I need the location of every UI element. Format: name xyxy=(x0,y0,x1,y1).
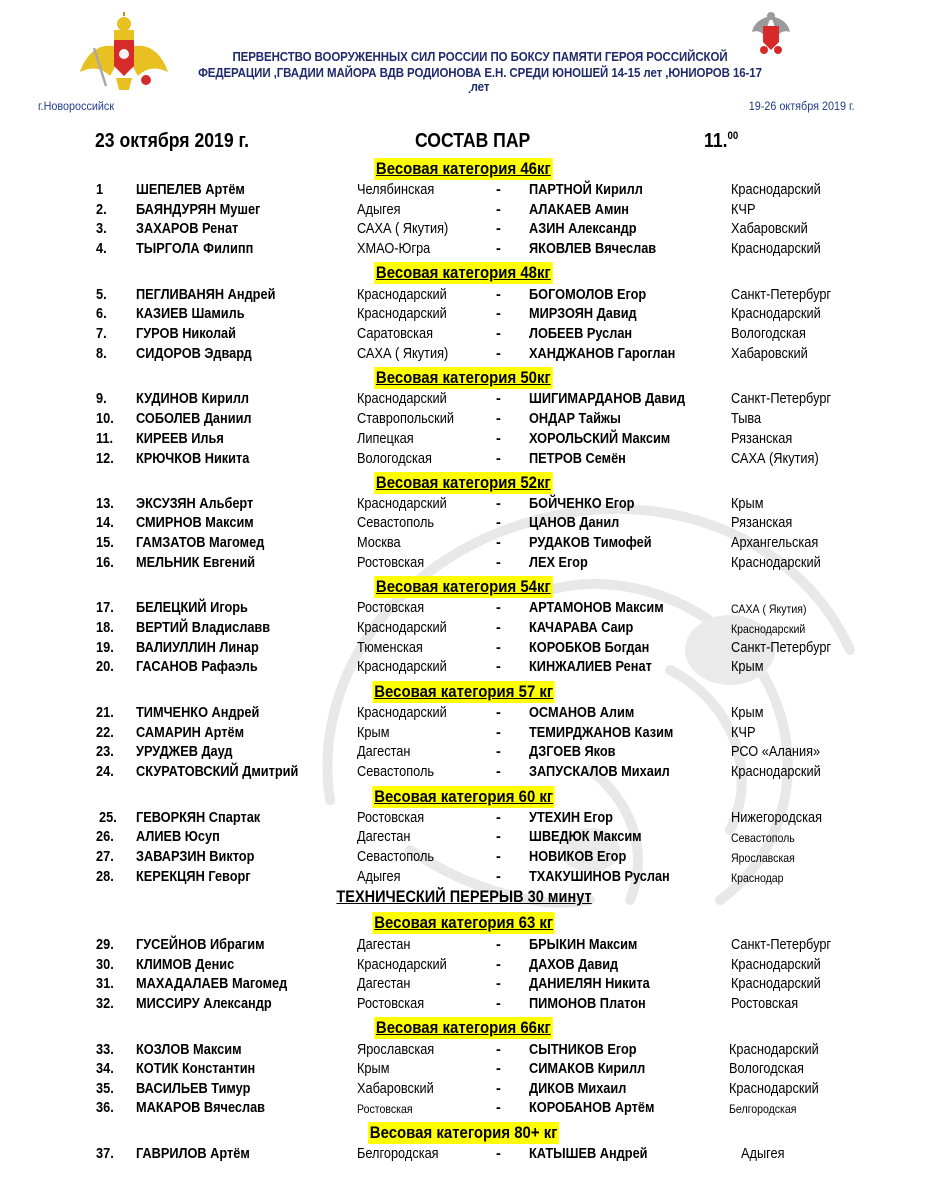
boxer-red: АЛИЕВ Юсуп xyxy=(136,829,220,845)
region-red: САХА ( Якутия) xyxy=(357,346,449,362)
boxer-red: УРУДЖЕВ Дауд xyxy=(136,744,233,760)
pair-row xyxy=(0,705,927,725)
boxer-blue: РУДАКОВ Тимофей xyxy=(529,535,652,551)
pair-row xyxy=(0,1146,927,1166)
pair-row xyxy=(0,869,927,889)
versus-dash: - xyxy=(496,496,501,512)
weight-category-header: Весовая категория 50кг xyxy=(376,368,551,387)
boxer-red: САМАРИН Артём xyxy=(136,725,245,741)
versus-dash: - xyxy=(496,829,501,845)
pair-row xyxy=(0,202,927,222)
boxer-red: КОТИК Константин xyxy=(136,1061,256,1077)
pair-number: 18. xyxy=(96,620,114,636)
boxer-blue: ТХАКУШИНОВ Руслан xyxy=(529,869,670,885)
boxer-red: МАХАДАЛАЕВ Магомед xyxy=(136,976,288,992)
boxer-blue: ТЕМИРДЖАНОВ Казим xyxy=(529,725,674,741)
pair-row xyxy=(0,346,927,366)
region-red: Ростовская xyxy=(357,600,425,616)
versus-dash: - xyxy=(496,346,501,362)
versus-dash: - xyxy=(496,640,501,656)
versus-dash: - xyxy=(496,1146,501,1162)
region-red: Москва xyxy=(357,535,401,551)
pair-row xyxy=(0,391,927,411)
boxer-red: СКУРАТОВСКИЙ Дмитрий xyxy=(136,764,299,780)
pair-number: 27. xyxy=(96,849,114,865)
boxer-red: СИДОРОВ Эдвард xyxy=(136,346,252,362)
pair-number: 19. xyxy=(96,640,114,656)
pair-row xyxy=(0,976,927,996)
pair-number: 34. xyxy=(96,1061,114,1077)
pair-number: 8. xyxy=(96,346,107,362)
region-red: Краснодарский xyxy=(357,705,447,721)
boxer-blue: КАЧАРАВА Саир xyxy=(529,620,634,636)
versus-dash: - xyxy=(496,849,501,865)
pair-row xyxy=(0,1061,927,1081)
pair-row xyxy=(0,555,927,575)
region-red: Дагестан xyxy=(357,829,411,845)
versus-dash: - xyxy=(496,996,501,1012)
region-blue: Хабаровский xyxy=(731,346,808,362)
page-heading: СОСТАВ ПАР xyxy=(415,130,531,152)
region-blue: Краснодарский xyxy=(731,622,806,636)
boxer-blue: ЛОБЕЕВ Руслан xyxy=(529,326,633,342)
boxer-red: БАЯНДУРЯН Мушег xyxy=(136,202,261,218)
pair-row xyxy=(0,996,927,1016)
region-red: Адыгея xyxy=(357,869,401,885)
region-red: Ростовская xyxy=(357,1102,413,1116)
boxer-blue: МИРЗОЯН Давид xyxy=(529,306,637,322)
boxer-blue: ПЕТРОВ Семён xyxy=(529,451,626,467)
boxer-blue: БОГОМОЛОВ Егор xyxy=(529,287,647,303)
start-time xyxy=(704,130,738,153)
region-blue: Крым xyxy=(731,659,764,675)
pair-number: 26. xyxy=(96,829,114,845)
boxer-red: МАКАРОВ Вячеслав xyxy=(136,1100,266,1116)
region-blue: Крым xyxy=(731,496,764,512)
region-red: Краснодарский xyxy=(357,287,447,303)
boxer-blue: ПАРТНОЙ Кирилл xyxy=(529,182,643,198)
boxer-blue: КАТЫШЕВ Андрей xyxy=(529,1146,648,1162)
versus-dash: - xyxy=(496,411,501,427)
boxer-red: КАЗИЕВ Шамиль xyxy=(136,306,245,322)
region-blue: Краснодарский xyxy=(731,182,821,198)
pair-number: 12. xyxy=(96,451,114,467)
region-red: Крым xyxy=(357,1061,390,1077)
event-title-line-2: ФЕДЕРАЦИИ ,ГВАДИИ МАЙОРА ВДВ РОДИОНОВА Е.Н. СРЕДИ ЮНОШЕЙ 14-15 лет ,ЮНИОРОВ 16-17 лет xyxy=(198,66,762,94)
pair-row xyxy=(0,496,927,516)
boxer-red: ГУСЕЙНОВ Ибрагим xyxy=(136,937,265,953)
versus-dash: - xyxy=(496,326,501,342)
event-city: г.Новороссийск xyxy=(38,99,115,113)
boxer-red: ГАСАНОВ Рафаэль xyxy=(136,659,258,675)
boxer-blue: БОЙЧЕНКО Егор xyxy=(529,496,635,512)
boxer-blue: ДАНИЕЛЯН Никита xyxy=(529,976,650,992)
versus-dash: - xyxy=(496,659,501,675)
boxer-red: ВАСИЛЬЕВ Тимур xyxy=(136,1081,251,1097)
pair-number: 20. xyxy=(96,659,114,675)
region-red: Крым xyxy=(357,725,390,741)
pair-number: 10. xyxy=(96,411,114,427)
boxer-blue: ДАХОВ Давид xyxy=(529,957,619,973)
pair-number: 13. xyxy=(96,496,114,512)
boxer-blue: ОСМАНОВ Алим xyxy=(529,705,635,721)
pair-number: 15. xyxy=(96,535,114,551)
versus-dash: - xyxy=(496,744,501,760)
boxer-red: ЭКСУЗЯН Альберт xyxy=(136,496,254,512)
versus-dash: - xyxy=(496,600,501,616)
region-red: Дагестан xyxy=(357,744,411,760)
boxer-red: ПЕГЛИВАНЯН Андрей xyxy=(136,287,276,303)
region-red: Ростовская xyxy=(357,555,425,571)
region-blue: КЧР xyxy=(731,202,756,218)
pair-number: 16. xyxy=(96,555,114,571)
boxer-red: ГАВРИЛОВ Артём xyxy=(136,1146,250,1162)
weight-category-header: Весовая категория 54кг xyxy=(376,577,551,596)
boxer-blue: ШИГИМАРДАНОВ Давид xyxy=(529,391,686,407)
boxer-red: ТИМЧЕНКО Андрей xyxy=(136,705,260,721)
boxer-red: СМИРНОВ Максим xyxy=(136,515,254,531)
boxer-red: МЕЛЬНИК Евгений xyxy=(136,555,256,571)
region-blue: Краснодарский xyxy=(731,764,821,780)
boxer-red: ГАМЗАТОВ Магомед xyxy=(136,535,265,551)
region-blue: Архангельская xyxy=(731,535,819,551)
boxer-blue: НОВИКОВ Егор xyxy=(529,849,627,865)
boxer-blue: ЦАНОВ Данил xyxy=(529,515,620,531)
versus-dash: - xyxy=(496,705,501,721)
region-red: Краснодарский xyxy=(357,659,447,675)
pair-number: 32. xyxy=(96,996,114,1012)
region-red: Челябинская xyxy=(357,182,435,198)
boxer-blue: СЫТНИКОВ Егор xyxy=(529,1042,637,1058)
boxer-blue: ДЗГОЕВ Яков xyxy=(529,744,616,760)
region-red: Краснодарский xyxy=(357,391,447,407)
region-blue: Рязанская xyxy=(731,515,793,531)
region-blue: Нижегородская xyxy=(731,810,823,826)
boxer-red: ГЕВОРКЯН Спартак xyxy=(136,810,261,826)
region-blue: Хабаровский xyxy=(731,221,808,237)
boxer-red: ВЕРТИЙ Владиславв xyxy=(136,620,271,636)
boxer-blue: ПИМОНОВ Платон xyxy=(529,996,646,1012)
versus-dash: - xyxy=(496,555,501,571)
versus-dash: - xyxy=(496,306,501,322)
pair-row xyxy=(0,411,927,431)
region-blue: Адыгея xyxy=(741,1146,785,1162)
versus-dash: - xyxy=(496,287,501,303)
pair-row xyxy=(0,849,927,869)
boxer-blue: ШВЕДЮК Максим xyxy=(529,829,642,845)
weight-category-header: Весовая категория 80+ кг xyxy=(369,1123,558,1142)
pair-number: 28. xyxy=(96,869,114,885)
boxer-blue: ДИКОВ Михаил xyxy=(529,1081,627,1097)
boxer-blue: КИНЖАЛИЕВ Ренат xyxy=(529,659,652,675)
pair-number: 6. xyxy=(96,306,107,322)
pair-row xyxy=(0,1100,927,1120)
region-red: Краснодарский xyxy=(357,306,447,322)
versus-dash: - xyxy=(496,937,501,953)
region-red: Ростовская xyxy=(357,810,425,826)
boxer-blue: КОРОБКОВ Богдан xyxy=(529,640,650,656)
pair-number: 17. xyxy=(96,600,114,616)
region-red: Вологодская xyxy=(357,451,432,467)
region-red: САХА ( Якутия) xyxy=(357,221,449,237)
pair-row xyxy=(0,306,927,326)
pair-number: 31. xyxy=(96,976,114,992)
versus-dash: - xyxy=(496,431,501,447)
pair-number: 24. xyxy=(96,764,114,780)
boxer-blue: АЗИН Александр xyxy=(529,221,637,237)
pair-number: 11. xyxy=(96,431,114,447)
region-blue: Крым xyxy=(731,705,764,721)
boxer-red: КРЮЧКОВ Никита xyxy=(136,451,250,467)
pair-number: 30. xyxy=(96,957,114,973)
pair-row xyxy=(0,515,927,535)
start-time-minutes: 00 xyxy=(727,130,739,142)
pair-row xyxy=(0,1081,927,1101)
pair-number: 1 xyxy=(96,182,104,198)
versus-dash: - xyxy=(496,1081,501,1097)
pair-number: 3. xyxy=(96,221,107,237)
region-red: Севастополь xyxy=(357,849,435,865)
versus-dash: - xyxy=(496,764,501,780)
boxer-red: БЕЛЕЦКИЙ Игорь xyxy=(136,600,248,616)
pair-row xyxy=(0,326,927,346)
pair-number: 29. xyxy=(96,937,114,953)
versus-dash: - xyxy=(496,957,501,973)
region-red: Саратовская xyxy=(357,326,434,342)
armed-forces-emblem-icon xyxy=(76,10,172,94)
boxer-red: ГУРОВ Николай xyxy=(136,326,237,342)
versus-dash: - xyxy=(496,535,501,551)
pair-row xyxy=(0,451,927,471)
region-blue: Севастополь xyxy=(731,831,795,845)
event-dates: 19-26 октября 2019 г. xyxy=(749,99,855,113)
pair-row xyxy=(0,764,927,784)
pair-number: 35. xyxy=(96,1081,114,1097)
region-blue: Краснодарский xyxy=(731,957,821,973)
versus-dash: - xyxy=(496,182,501,198)
region-blue: Санкт-Петербург xyxy=(731,391,832,407)
versus-dash: - xyxy=(496,221,501,237)
pair-row xyxy=(0,221,927,241)
region-red: Севастополь xyxy=(357,764,435,780)
weight-category-header: Весовая категория 48кг xyxy=(376,263,551,282)
versus-dash: - xyxy=(496,725,501,741)
boxer-blue: АРТАМОНОВ Максим xyxy=(529,600,664,616)
region-red: Ростовская xyxy=(357,996,425,1012)
pair-row xyxy=(0,957,927,977)
boxer-blue: ОНДАР Тайжы xyxy=(529,411,621,427)
region-blue: САХА (Якутия) xyxy=(731,451,819,467)
versus-dash: - xyxy=(496,976,501,992)
boxer-blue: СИМАКОВ Кирилл xyxy=(529,1061,646,1077)
pair-row xyxy=(0,620,927,640)
boxer-red: ШЕПЕЛЕВ Артём xyxy=(136,182,245,198)
region-blue: РСО «Алания» xyxy=(731,744,821,760)
boxer-red: КЕРЕКЦЯН Геворг xyxy=(136,869,251,885)
pair-number: 25. xyxy=(99,810,117,826)
boxer-red: СОБОЛЕВ Даниил xyxy=(136,411,252,427)
boxer-red: МИССИРУ Александр xyxy=(136,996,272,1012)
pair-row xyxy=(0,640,927,660)
versus-dash: - xyxy=(496,515,501,531)
region-blue: Вологодская xyxy=(731,326,806,342)
pair-row xyxy=(0,600,927,620)
pair-number: 5. xyxy=(96,287,107,303)
region-red: Хабаровский xyxy=(357,1081,434,1097)
region-blue: Краснодарский xyxy=(731,555,821,571)
region-blue: САХА ( Якутия) xyxy=(731,602,807,616)
boxer-blue: УТЕХИН Егор xyxy=(529,810,613,826)
boxer-red: КУДИНОВ Кирилл xyxy=(136,391,250,407)
region-blue: Краснодарский xyxy=(729,1042,819,1058)
region-red: Липецкая xyxy=(357,431,414,447)
versus-dash: - xyxy=(496,810,501,826)
pair-row xyxy=(0,937,927,957)
pair-number: 4. xyxy=(96,241,107,257)
pair-row xyxy=(0,431,927,451)
boxer-blue: ХОРОЛЬСКИЙ Максим xyxy=(529,431,671,447)
boxer-blue: БРЫКИН Максим xyxy=(529,937,638,953)
region-blue: Краснодар xyxy=(731,871,784,885)
region-red: Ярославская xyxy=(357,1042,435,1058)
region-blue: Ярославская xyxy=(731,851,795,865)
pair-number: 9. xyxy=(96,391,107,407)
region-blue: Краснодарский xyxy=(731,241,821,257)
region-blue: Тыва xyxy=(731,411,762,427)
region-red: Ставропольский xyxy=(357,411,455,427)
pair-number: 23. xyxy=(96,744,114,760)
weight-category-header: Весовая категория 60 кг xyxy=(374,787,553,806)
pair-row xyxy=(0,287,927,307)
region-red: Севастополь xyxy=(357,515,435,531)
pair-number: 22. xyxy=(96,725,114,741)
region-blue: Вологодская xyxy=(729,1061,804,1077)
versus-dash: - xyxy=(496,1061,501,1077)
pair-number: 14. xyxy=(96,515,114,531)
region-blue: Краснодарский xyxy=(731,976,821,992)
boxer-blue: ХАНДЖАНОВ Гароглан xyxy=(529,346,676,362)
boxer-red: КИРЕЕВ Илья xyxy=(136,431,224,447)
boxer-blue: ЗАПУСКАЛОВ Михаил xyxy=(529,764,670,780)
pair-row xyxy=(0,241,927,261)
boxer-red: ВАЛИУЛЛИН Линар xyxy=(136,640,259,656)
boxer-blue: АЛАКАЕВ Амин xyxy=(529,202,630,218)
region-blue: Санкт-Петербург xyxy=(731,640,832,656)
region-red: Дагестан xyxy=(357,976,411,992)
pair-row xyxy=(0,535,927,555)
boxer-blue: КОРОБАНОВ Артём xyxy=(529,1100,655,1116)
pair-row xyxy=(0,1042,927,1062)
region-blue: Санкт-Петербург xyxy=(731,937,832,953)
technical-break-notice: ТЕХНИЧЕСКИЙ ПЕРЕРЫВ 30 минут xyxy=(335,888,592,906)
region-blue: Санкт-Петербург xyxy=(731,287,832,303)
weight-category-header: Весовая категория 57 кг xyxy=(374,682,553,701)
boxer-red: ТЫРГОЛА Филипп xyxy=(136,241,254,257)
pair-row xyxy=(0,725,927,745)
event-title-line-1: ПЕРВЕНСТВО ВООРУЖЕННЫХ СИЛ РОССИИ ПО БОКСУ ПАМЯТИ ГЕРОЯ РОССИЙСКОЙ xyxy=(232,50,728,64)
versus-dash: - xyxy=(496,202,501,218)
versus-dash: - xyxy=(496,1042,501,1058)
region-red: Краснодарский xyxy=(357,496,447,512)
pair-row xyxy=(0,182,927,202)
versus-dash: - xyxy=(496,1100,501,1116)
region-red: Тюменская xyxy=(357,640,423,656)
region-red: Адыгея xyxy=(357,202,401,218)
weight-category-header: Весовая категория 66кг xyxy=(376,1018,551,1037)
versus-dash: - xyxy=(496,391,501,407)
region-blue: Краснодарский xyxy=(729,1081,819,1097)
pair-number: 36. xyxy=(96,1100,114,1116)
pair-number: 7. xyxy=(96,326,107,342)
start-time-hour: 11. xyxy=(704,130,728,152)
separator-dot: . xyxy=(468,82,472,96)
boxer-blue: ЛЕХ Егор xyxy=(529,555,588,571)
boxer-red: КОЗЛОВ Максим xyxy=(136,1042,242,1058)
region-red: Дагестан xyxy=(357,937,411,953)
pair-row xyxy=(0,810,927,830)
region-blue: КЧР xyxy=(731,725,756,741)
region-red: Краснодарский xyxy=(357,620,447,636)
region-red: Краснодарский xyxy=(357,957,447,973)
pair-row xyxy=(0,744,927,764)
region-blue: Ростовская xyxy=(731,996,799,1012)
boxer-red: КЛИМОВ Денис xyxy=(136,957,235,973)
versus-dash: - xyxy=(496,869,501,885)
boxer-red: ЗАХАРОВ Ренат xyxy=(136,221,239,237)
versus-dash: - xyxy=(496,241,501,257)
pair-row xyxy=(0,659,927,679)
weight-category-header: Весовая категория 63 кг xyxy=(374,913,553,932)
pair-number: 37. xyxy=(96,1146,114,1162)
weight-category-header: Весовая категория 52кг xyxy=(376,473,551,492)
boxer-red: ЗАВАРЗИН Виктор xyxy=(136,849,255,865)
pair-row xyxy=(0,829,927,849)
versus-dash: - xyxy=(496,620,501,636)
pair-number: 33. xyxy=(96,1042,114,1058)
bout-date: 23 октября 2019 г. xyxy=(95,130,249,152)
region-red: ХМАО-Югра xyxy=(357,241,431,257)
weight-category-header: Весовая категория 46кг xyxy=(376,159,551,178)
region-red: Белгородская xyxy=(357,1146,439,1162)
boxer-blue: ЯКОВЛЕВ Вячеслав xyxy=(529,241,657,257)
region-blue: Белгородская xyxy=(729,1102,797,1116)
pair-number: 2. xyxy=(96,202,107,218)
pair-number: 21. xyxy=(96,705,114,721)
versus-dash: - xyxy=(496,451,501,467)
region-blue: Рязанская xyxy=(731,431,793,447)
region-blue: Краснодарский xyxy=(731,306,821,322)
